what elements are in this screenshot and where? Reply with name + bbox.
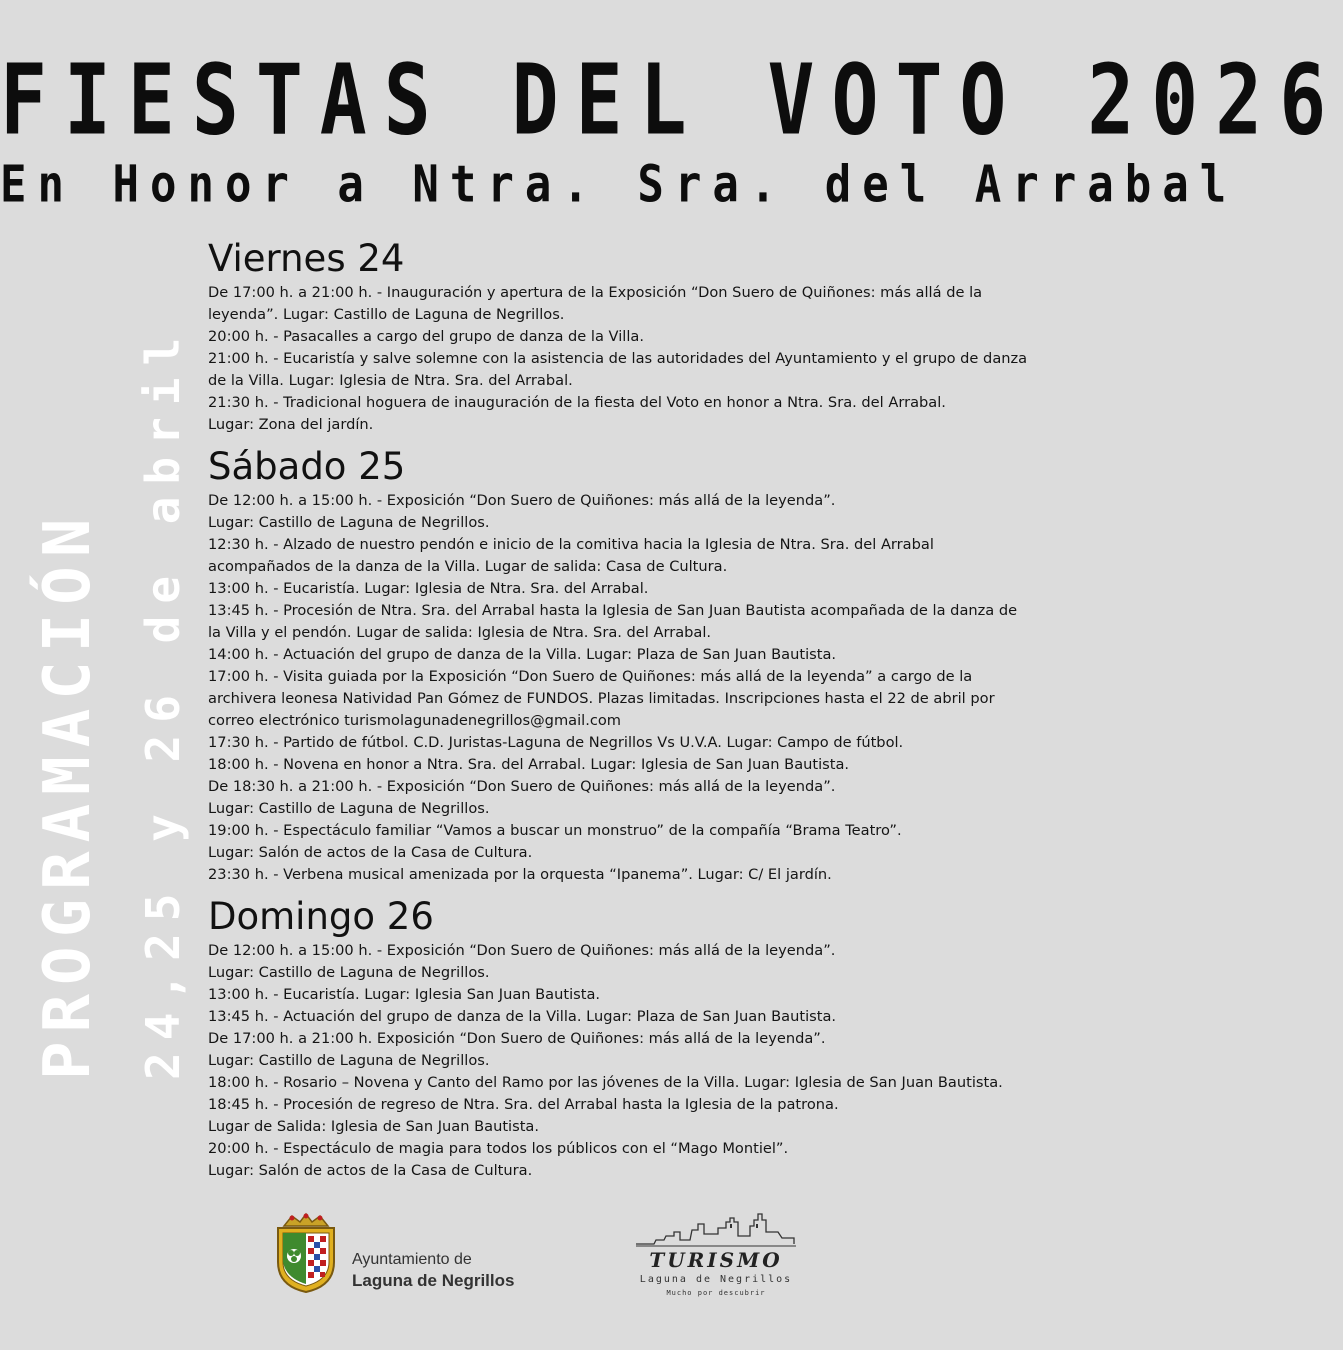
event-line: acompañados de la danza de la Villa. Lugar de salida: Casa de Cultura. <box>208 558 728 575</box>
day-section-domingo <box>208 894 1038 1182</box>
day-title: Sábado 25 <box>208 445 406 488</box>
event-line: 13:00 h. - Eucaristía. Lugar: Iglesia de Ntra. Sra. del Arrabal. <box>208 580 649 597</box>
event-line: 20:00 h. - Espectáculo de magia para todos los públicos con el “Mago Montiel”. <box>208 1140 789 1157</box>
event-line: Lugar: Salón de actos de la Casa de Cultura. <box>208 844 533 861</box>
day-section-sabado <box>208 444 1038 886</box>
event-line: 13:00 h. - Eucaristía. Lugar: Iglesia San Juan Bautista. <box>208 986 601 1003</box>
footer-logos <box>0 1200 1080 1330</box>
turismo-word: TURISMO <box>649 1248 783 1272</box>
event-line: De 18:30 h. a 21:00 h. - Exposición “Don Suero de Quiñones: más allá de la leyenda”. <box>208 778 836 795</box>
event-line: 13:45 h. - Procesión de Ntra. Sra. del Arrabal hasta la Iglesia de San Juan Bautista acompañada de la danza de <box>208 602 1018 619</box>
event-line: Lugar: Castillo de Laguna de Negrillos. <box>208 800 490 817</box>
event-line: 23:30 h. - Verbena musical amenizada por la orquesta “Ipanema”. Lugar: C/ El jardín. <box>208 866 832 883</box>
day-section-viernes <box>208 236 1038 436</box>
skyline-icon <box>634 1210 798 1250</box>
turismo-logo <box>630 1210 802 1320</box>
event-line: 13:45 h. - Actuación del grupo de danza de la Villa. Lugar: Plaza de San Juan Bautista. <box>208 1008 837 1025</box>
event-line: Lugar: Zona del jardín. <box>208 416 374 433</box>
event-line: De 12:00 h. a 15:00 h. - Exposición “Don Suero de Quiñones: más allá de la leyenda”. <box>208 492 836 509</box>
event-line: 18:00 h. - Rosario – Novena y Canto del Ramo por las jóvenes de la Villa. Lugar: Iglesia de San Juan Bautista. <box>208 1074 1003 1091</box>
event-line: de la Villa. Lugar: Iglesia de Ntra. Sra. del Arrabal. <box>208 372 573 389</box>
program-list <box>208 236 1038 1190</box>
ayuntamiento-name: Laguna de Negrillos <box>352 1271 515 1290</box>
event-line: correo electrónico turismolagunadenegrillos@gmail.com <box>208 712 622 729</box>
event-line: 21:00 h. - Eucaristía y salve solemne con la asistencia de las autoridades del Ayuntamiento y el grupo de danza <box>208 350 1028 367</box>
event-line: Lugar: Castillo de Laguna de Negrillos. <box>208 964 490 981</box>
event-line: 19:00 h. - Espectáculo familiar “Vamos a buscar un monstruo” de la compañía “Brama Teatro”. <box>208 822 902 839</box>
event-line: De 17:00 h. a 21:00 h. - Inauguración y apertura de la Exposición “Don Suero de Quiñones: más allá de la <box>208 284 983 301</box>
event-line: 17:30 h. - Partido de fútbol. C.D. Juristas-Laguna de Negrillos Vs U.V.A. Lugar: Campo de fútbol. <box>208 734 904 751</box>
event-line: 21:30 h. - Tradicional hoguera de inauguración de la fiesta del Voto en honor a Ntra. Sra. del Arrabal. <box>208 394 946 411</box>
event-line: la Villa y el pendón. Lugar de salida: Iglesia de Ntra. Sra. del Arrabal. <box>208 624 712 641</box>
page-subtitle: En Honor a Ntra. Sra. del Arrabal <box>0 155 1238 215</box>
coat-of-arms-icon <box>274 1212 338 1294</box>
turismo-motto: Mucho por descubrir <box>666 1289 766 1297</box>
event-line: 12:30 h. - Alzado de nuestro pendón e inicio de la comitiva hacia la Iglesia de Ntra. Sra. del Arrabal <box>208 536 934 553</box>
event-line: 20:00 h. - Pasacalles a cargo del grupo de danza de la Villa. <box>208 328 644 345</box>
event-list <box>208 940 1038 1182</box>
side-label-programacion: PROGRAMACIÓN <box>31 509 105 1080</box>
page-title: FIESTAS DEL VOTO 2026 <box>0 44 1343 157</box>
event-line: leyenda”. Lugar: Castillo de Laguna de Negrillos. <box>208 306 565 323</box>
event-line: Lugar: Castillo de Laguna de Negrillos. <box>208 514 490 531</box>
event-line: De 12:00 h. a 15:00 h. - Exposición “Don Suero de Quiñones: más allá de la leyenda”. <box>208 942 836 959</box>
event-line: De 17:00 h. a 21:00 h. Exposición “Don Suero de Quiñones: más allá de la leyenda”. <box>208 1030 826 1047</box>
event-line: 18:00 h. - Novena en honor a Ntra. Sra. del Arrabal. Lugar: Iglesia de San Juan Bautista. <box>208 756 850 773</box>
event-list <box>208 490 1038 886</box>
event-list <box>208 282 1038 436</box>
event-line: 17:00 h. - Visita guiada por la Exposición “Don Suero de Quiñones: más allá de la leyenda” a cargo de la <box>208 668 973 685</box>
event-line: Lugar de Salida: Iglesia de San Juan Bautista. <box>208 1118 540 1135</box>
event-line: Lugar: Salón de actos de la Casa de Cultura. <box>208 1162 533 1179</box>
side-label-dates: 24,25 y 26 de abril <box>136 325 190 1080</box>
event-line: 14:00 h. - Actuación del grupo de danza de la Villa. Lugar: Plaza de San Juan Bautista. <box>208 646 837 663</box>
event-line: 18:45 h. - Procesión de regreso de Ntra. Sra. del Arrabal hasta la Iglesia de la patrona. <box>208 1096 839 1113</box>
turismo-place: Laguna de Negrillos <box>639 1274 793 1285</box>
day-title: Viernes 24 <box>208 237 405 280</box>
event-line: archivera leonesa Natividad Pan Gómez de FUNDOS. Plazas limitadas. Inscripciones hasta el 22 de abril por <box>208 690 995 707</box>
ayuntamiento-logo-text <box>352 1250 514 1292</box>
event-line: Lugar: Castillo de Laguna de Negrillos. <box>208 1052 490 1069</box>
ayuntamiento-label: Ayuntamiento de <box>352 1251 472 1268</box>
day-title: Domingo 26 <box>208 895 434 938</box>
